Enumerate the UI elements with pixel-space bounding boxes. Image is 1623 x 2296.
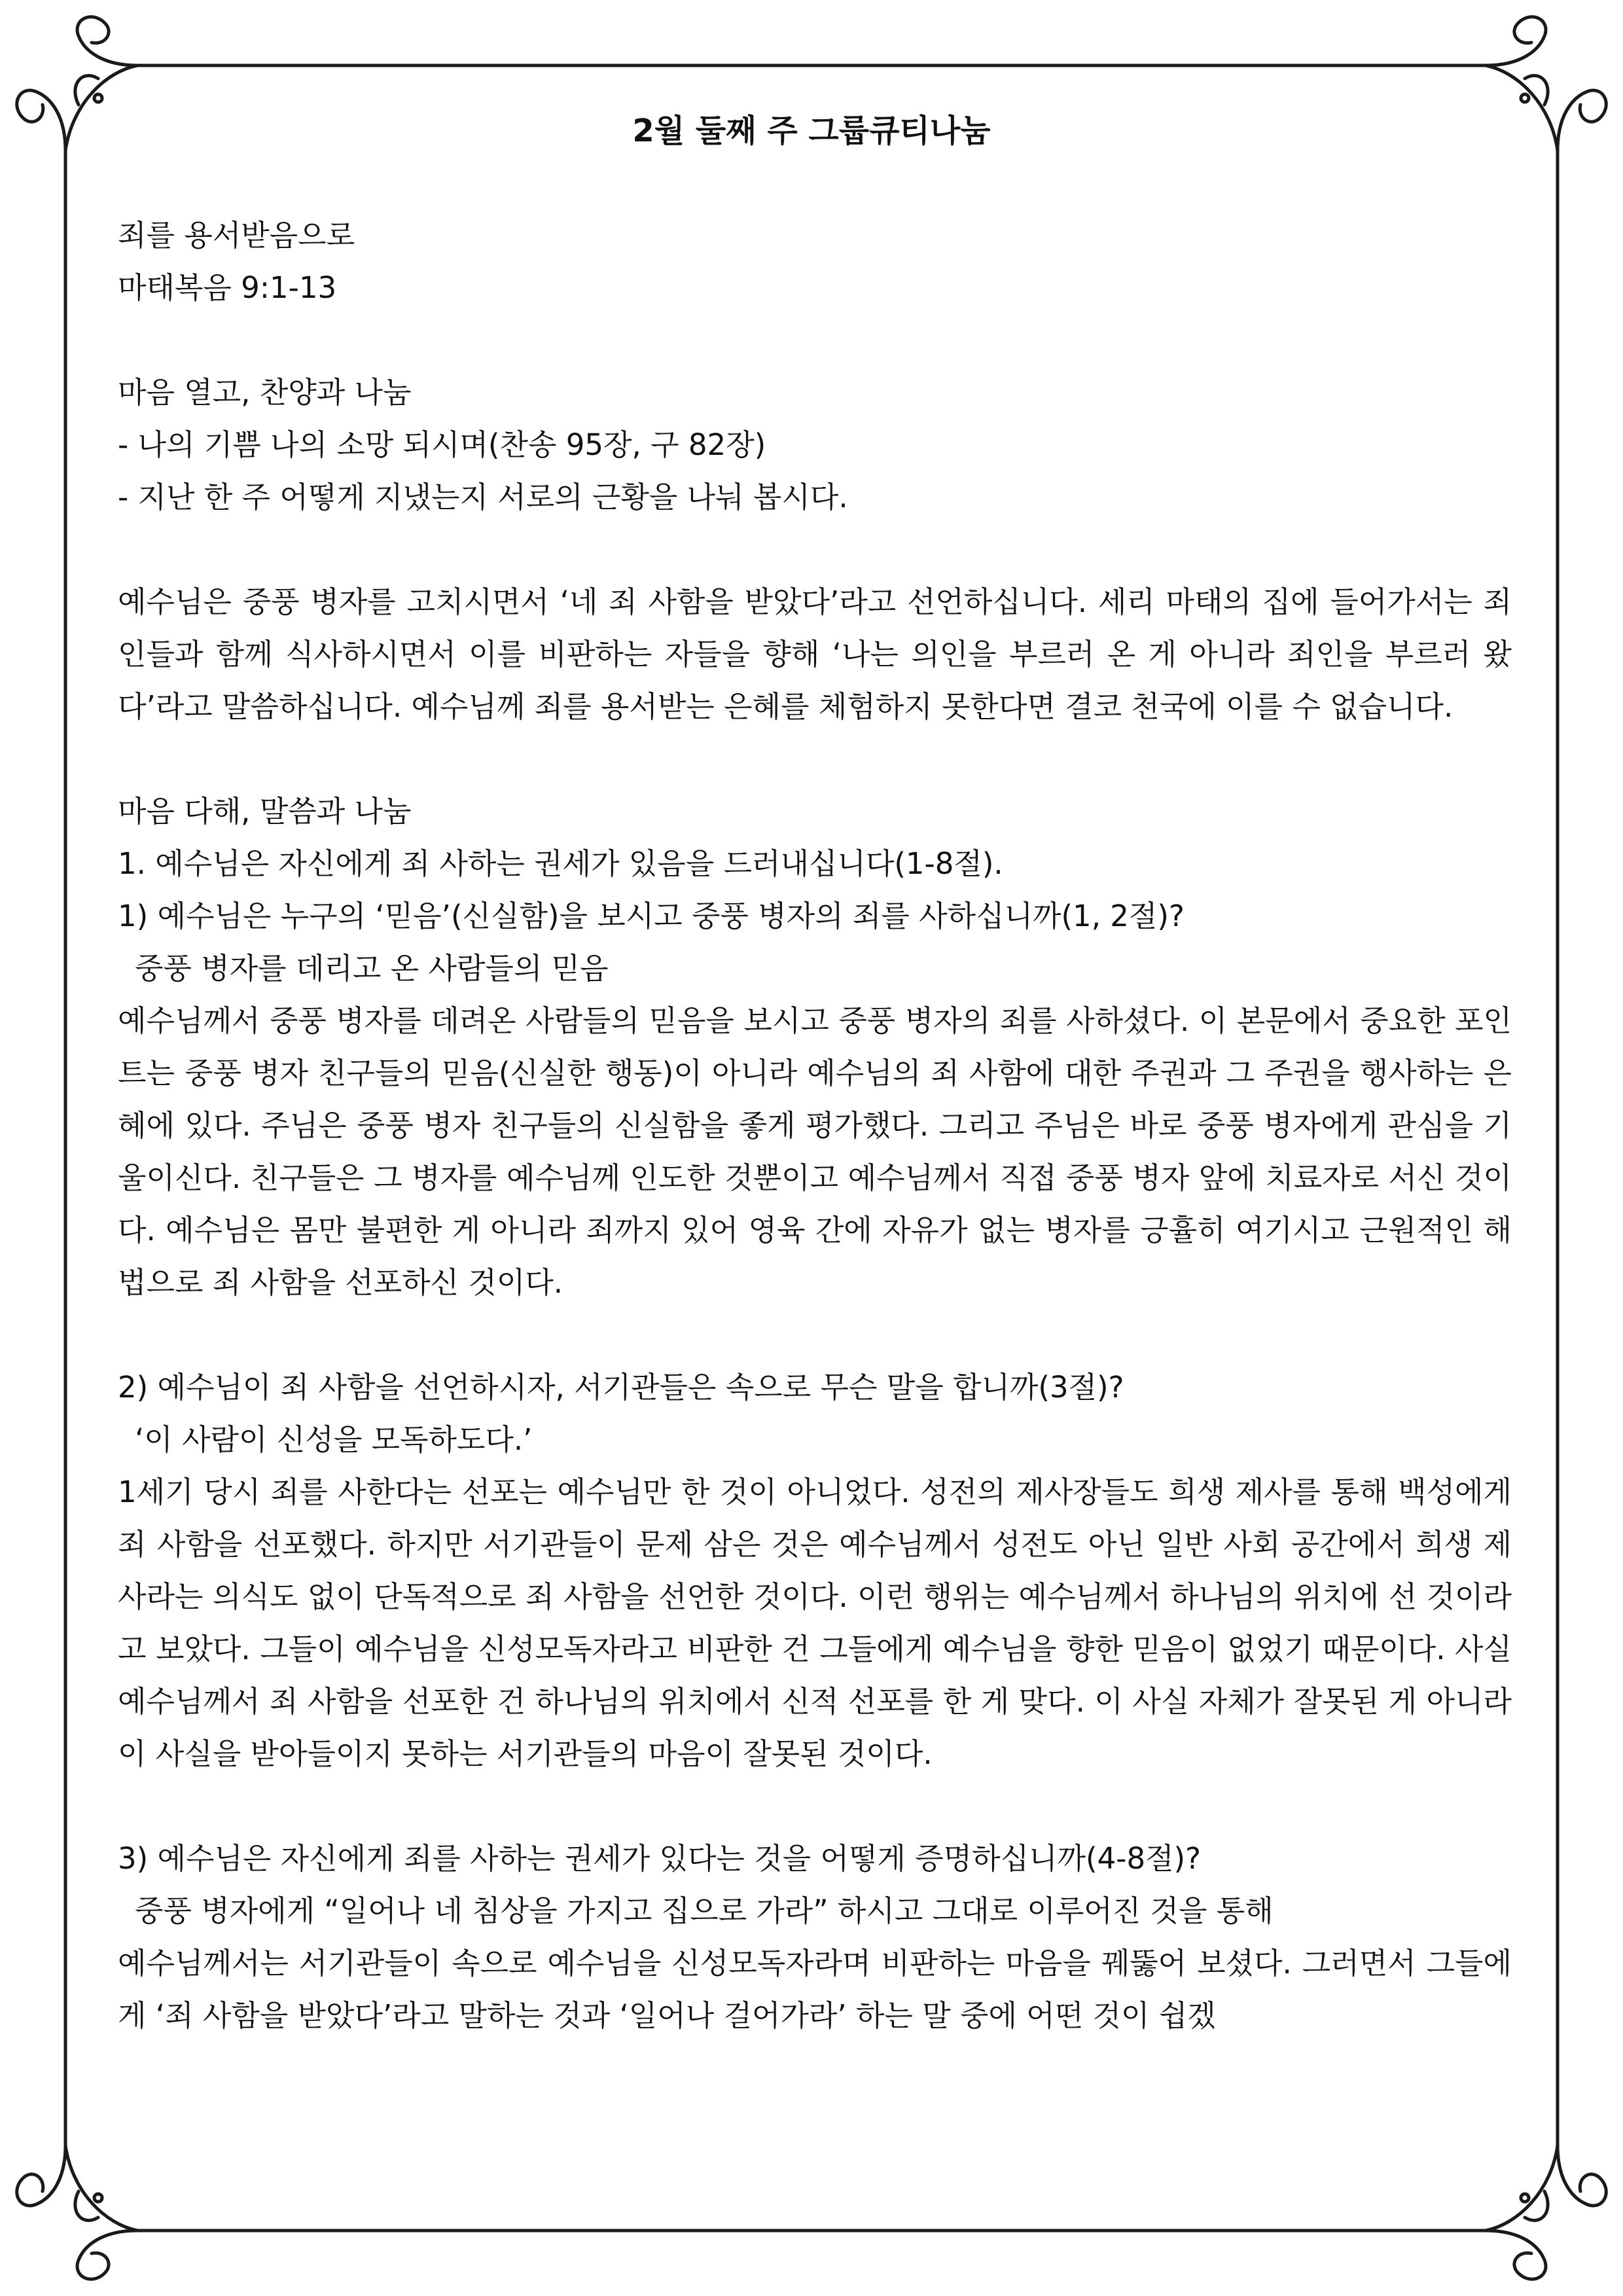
answer-2: ‘이 사람이 신성을 모독하도다.’ xyxy=(135,1422,533,1457)
question-2: 2) 예수님이 죄 사함을 선언하시자, 서기관들은 속으로 무슨 말을 합니까(3절)? xyxy=(118,1370,1124,1405)
list-item-checkin: - 지난 한 주 어떻게 지냈는지 서로의 근황을 나눠 봅시다. xyxy=(118,480,848,514)
corner-flourish-icon xyxy=(1486,2145,1606,2279)
section-heading-word: 마음 다해, 말씀과 나눔 xyxy=(118,794,412,829)
document-body xyxy=(118,209,1512,2042)
lesson-subject: 죄를 용서받음으로 xyxy=(118,218,355,253)
question-3: 3) 예수님은 자신에게 죄를 사하는 권세가 있다는 것을 어떻게 증명하십니까(4-8절)? xyxy=(118,1841,1201,1876)
answer-3: 중풍 병자에게 “일어나 네 침상을 가지고 집으로 가라” 하시고 그대로 이루어진 것을 통해 xyxy=(135,1893,1274,1928)
answer-1: 중풍 병자를 데리고 온 사람들의 믿음 xyxy=(135,951,609,986)
list-item-hymn: - 나의 기쁨 나의 소망 되시며(찬송 95장, 구 82장) xyxy=(118,427,766,462)
corner-flourish-icon xyxy=(17,2145,137,2279)
commentary-2: 1세기 당시 죄를 사한다는 선포는 예수님만 한 것이 아니었다. 성전의 제사장들도 희생 제사를 통해 백성에게 죄 사함을 선포했다. 하지만 서기관들이 문제 삼은 것은 예수님께서 성전도 아닌 일반 사회 공간에서 희생 제사라는 의식도 없이 단독적으로 죄 사함을 선언한 것이다. 이런 행위는 예수님께서 하나님의 위치에 선 것이라고 보았다. 그들이 예수님을 신성모독자라고 비판한 건 그들에게 예수님을 향한 믿음이 없었기 때문이다. 사실 예수님께서 죄 사함을 선포한 건 하나님의 위치에서 신적 선포를 한 게 맞다. 이 사실 자체가 잘못된 게 아니라 이 사실을 받아들이지 못하는 서기관들의 마음이 잘못된 것이다. xyxy=(118,1475,1512,1771)
point-heading-1: 1. 예수님은 자신에게 죄 사하는 권세가 있음을 드러내십니다(1-8절). xyxy=(118,846,1003,881)
commentary-3: 예수님께서는 서기관들이 속으로 예수님을 신성모독자라며 비판하는 마음을 꿰뚫어 보셨다. 그러면서 그들에게 ‘죄 사함을 받았다’라고 말하는 것과 ‘일어나 걸어가라’ 하는 말 중에 어떤 것이 쉽겠 xyxy=(118,1946,1512,2033)
question-1: 1) 예수님은 누구의 ‘믿음’(신실함)을 보시고 중풍 병자의 죄를 사하십니까(1, 2절)? xyxy=(118,899,1185,933)
page-title: 2월 둘째 주 그룹큐티나눔 xyxy=(632,113,991,149)
commentary-1: 예수님께서 중풍 병자를 데려온 사람들의 믿음을 보시고 중풍 병자의 죄를 사하셨다. 이 본문에서 중요한 포인트는 중풍 병자 친구들의 믿음(신실한 행동)이 아니라 예수님의 죄 사함에 대한 주권과 그 주권을 행사하는 은혜에 있다. 주님은 중풍 병자 친구들의 신실함을 좋게 평가했다. 그리고 주님은 바로 중풍 병자에게 관심을 기울이신다. 친구들은 그 병자를 예수님께 인도한 것뿐이고 예수님께서 직접 중풍 병자 앞에 치료자로 서신 것이다. 예수님은 몸만 불편한 게 아니라 죄까지 있어 영육 간에 자유가 없는 병자를 긍휼히 여기시고 근원적인 해법으로 죄 사함을 선포하신 것이다. xyxy=(118,1003,1512,1300)
scripture-reference: 마태복음 9:1-13 xyxy=(118,270,337,305)
intro-paragraph: 예수님은 중풍 병자를 고치시면서 ‘네 죄 사함을 받았다’라고 선언하십니다. 세리 마태의 집에 들어가서는 죄인들과 함께 식사하시면서 이를 비판하는 자들을 향해 ‘나는 의인을 부르러 온 게 아니라 죄인을 부르러 왔다’라고 말씀하십니다. 예수님께 죄를 용서받는 은혜를 체험하지 못한다면 결코 천국에 이를 수 없습니다. xyxy=(118,584,1512,724)
section-heading-open-heart: 마음 열고, 찬양과 나눔 xyxy=(118,375,412,410)
